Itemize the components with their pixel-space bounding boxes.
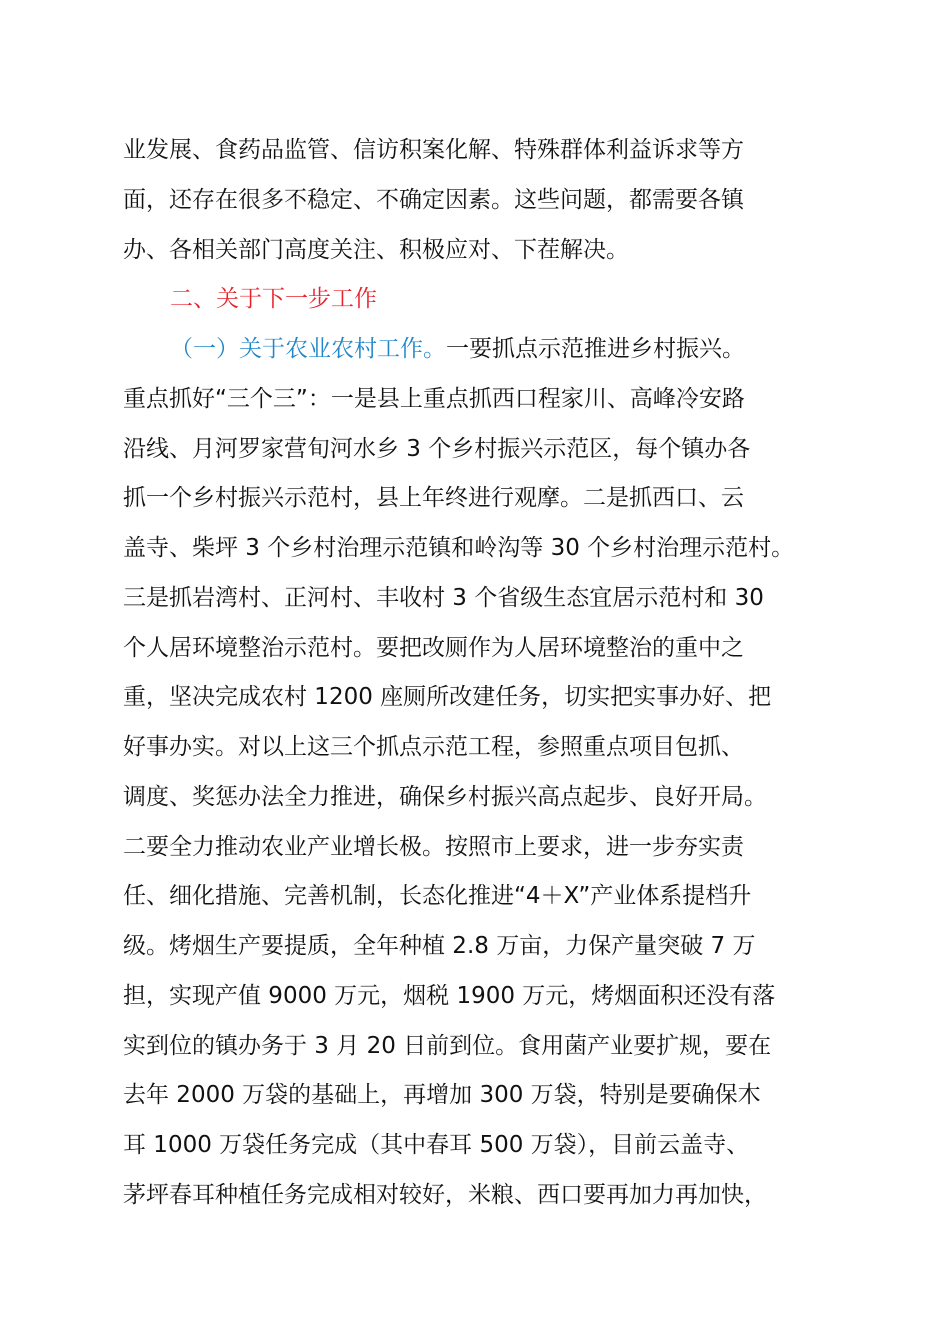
body-text-line: 盖寺、柴坪 3 个乡村治理示范镇和岭沟等 30 个乡村治理示范村。 — [123, 535, 795, 561]
subsection-heading: （一）关于农业农村工作。 — [170, 336, 446, 362]
body-text-line: 茅坪春耳种植任务完成相对较好，米粮、西口要再加力再加快， — [123, 1182, 767, 1208]
body-text-line: 级。烤烟生产要提质，全年种植 2.8 万亩，力保产量突破 7 万 — [123, 933, 756, 959]
body-text-line: 好事办实。对以上这三个抓点示范工程，参照重点项目包抓、 — [123, 734, 744, 760]
body-text-line: 二要全力推动农业产业增长极。按照市上要求，进一步夯实责 — [123, 834, 744, 860]
body-text-line: 沿线、月河罗家营旬河水乡 3 个乡村振兴示范区，每个镇办各 — [123, 436, 751, 462]
body-text-line: 业发展、食药品监管、信访积案化解、特殊群体利益诉求等方 — [123, 137, 744, 163]
body-text-line: 重，坚决完成农村 1200 座厕所改建任务，切实把实事办好、把 — [123, 684, 772, 710]
body-text-line: 办、各相关部门高度关注、积极应对、下茬解决。 — [123, 237, 629, 263]
body-text-line: 担，实现产值 9000 万元，烟税 1900 万元，烤烟面积还没有落 — [123, 983, 776, 1009]
body-text-line: 三是抓岩湾村、正河村、丰收村 3 个省级生态宜居示范村和 30 — [123, 585, 764, 611]
body-text-line: 调度、奖惩办法全力推进，确保乡村振兴高点起步、良好开局。 — [123, 784, 767, 810]
body-text-line: 实到位的镇办务于 3 月 20 日前到位。食用菌产业要扩规，要在 — [123, 1033, 772, 1059]
body-text-line: 抓一个乡村振兴示范村，县上年终进行观摩。二是抓西口、云 — [123, 485, 744, 511]
body-text-line: 耳 1000 万袋任务完成（其中春耳 500 万袋），目前云盖寺、 — [123, 1132, 750, 1158]
subsection-line — [170, 324, 745, 374]
body-text-line: 个人居环境整治示范村。要把改厕作为人居环境整治的重中之 — [123, 635, 744, 661]
body-text-line: 去年 2000 万袋的基础上，再增加 300 万袋，特别是要确保木 — [123, 1082, 761, 1108]
body-text-line: 面，还存在很多不稳定、不确定因素。这些问题，都需要各镇 — [123, 187, 744, 213]
subsection-text: 一要抓点示范推进乡村振兴。 — [446, 336, 745, 362]
section-heading: 二、关于下一步工作 — [170, 286, 377, 312]
body-text-line: 任、细化措施、完善机制，长态化推进“4＋X”产业体系提档升 — [123, 883, 752, 909]
body-text-line: 重点抓好“三个三”：一是县上重点抓西口程家川、高峰冷安路 — [123, 386, 745, 412]
